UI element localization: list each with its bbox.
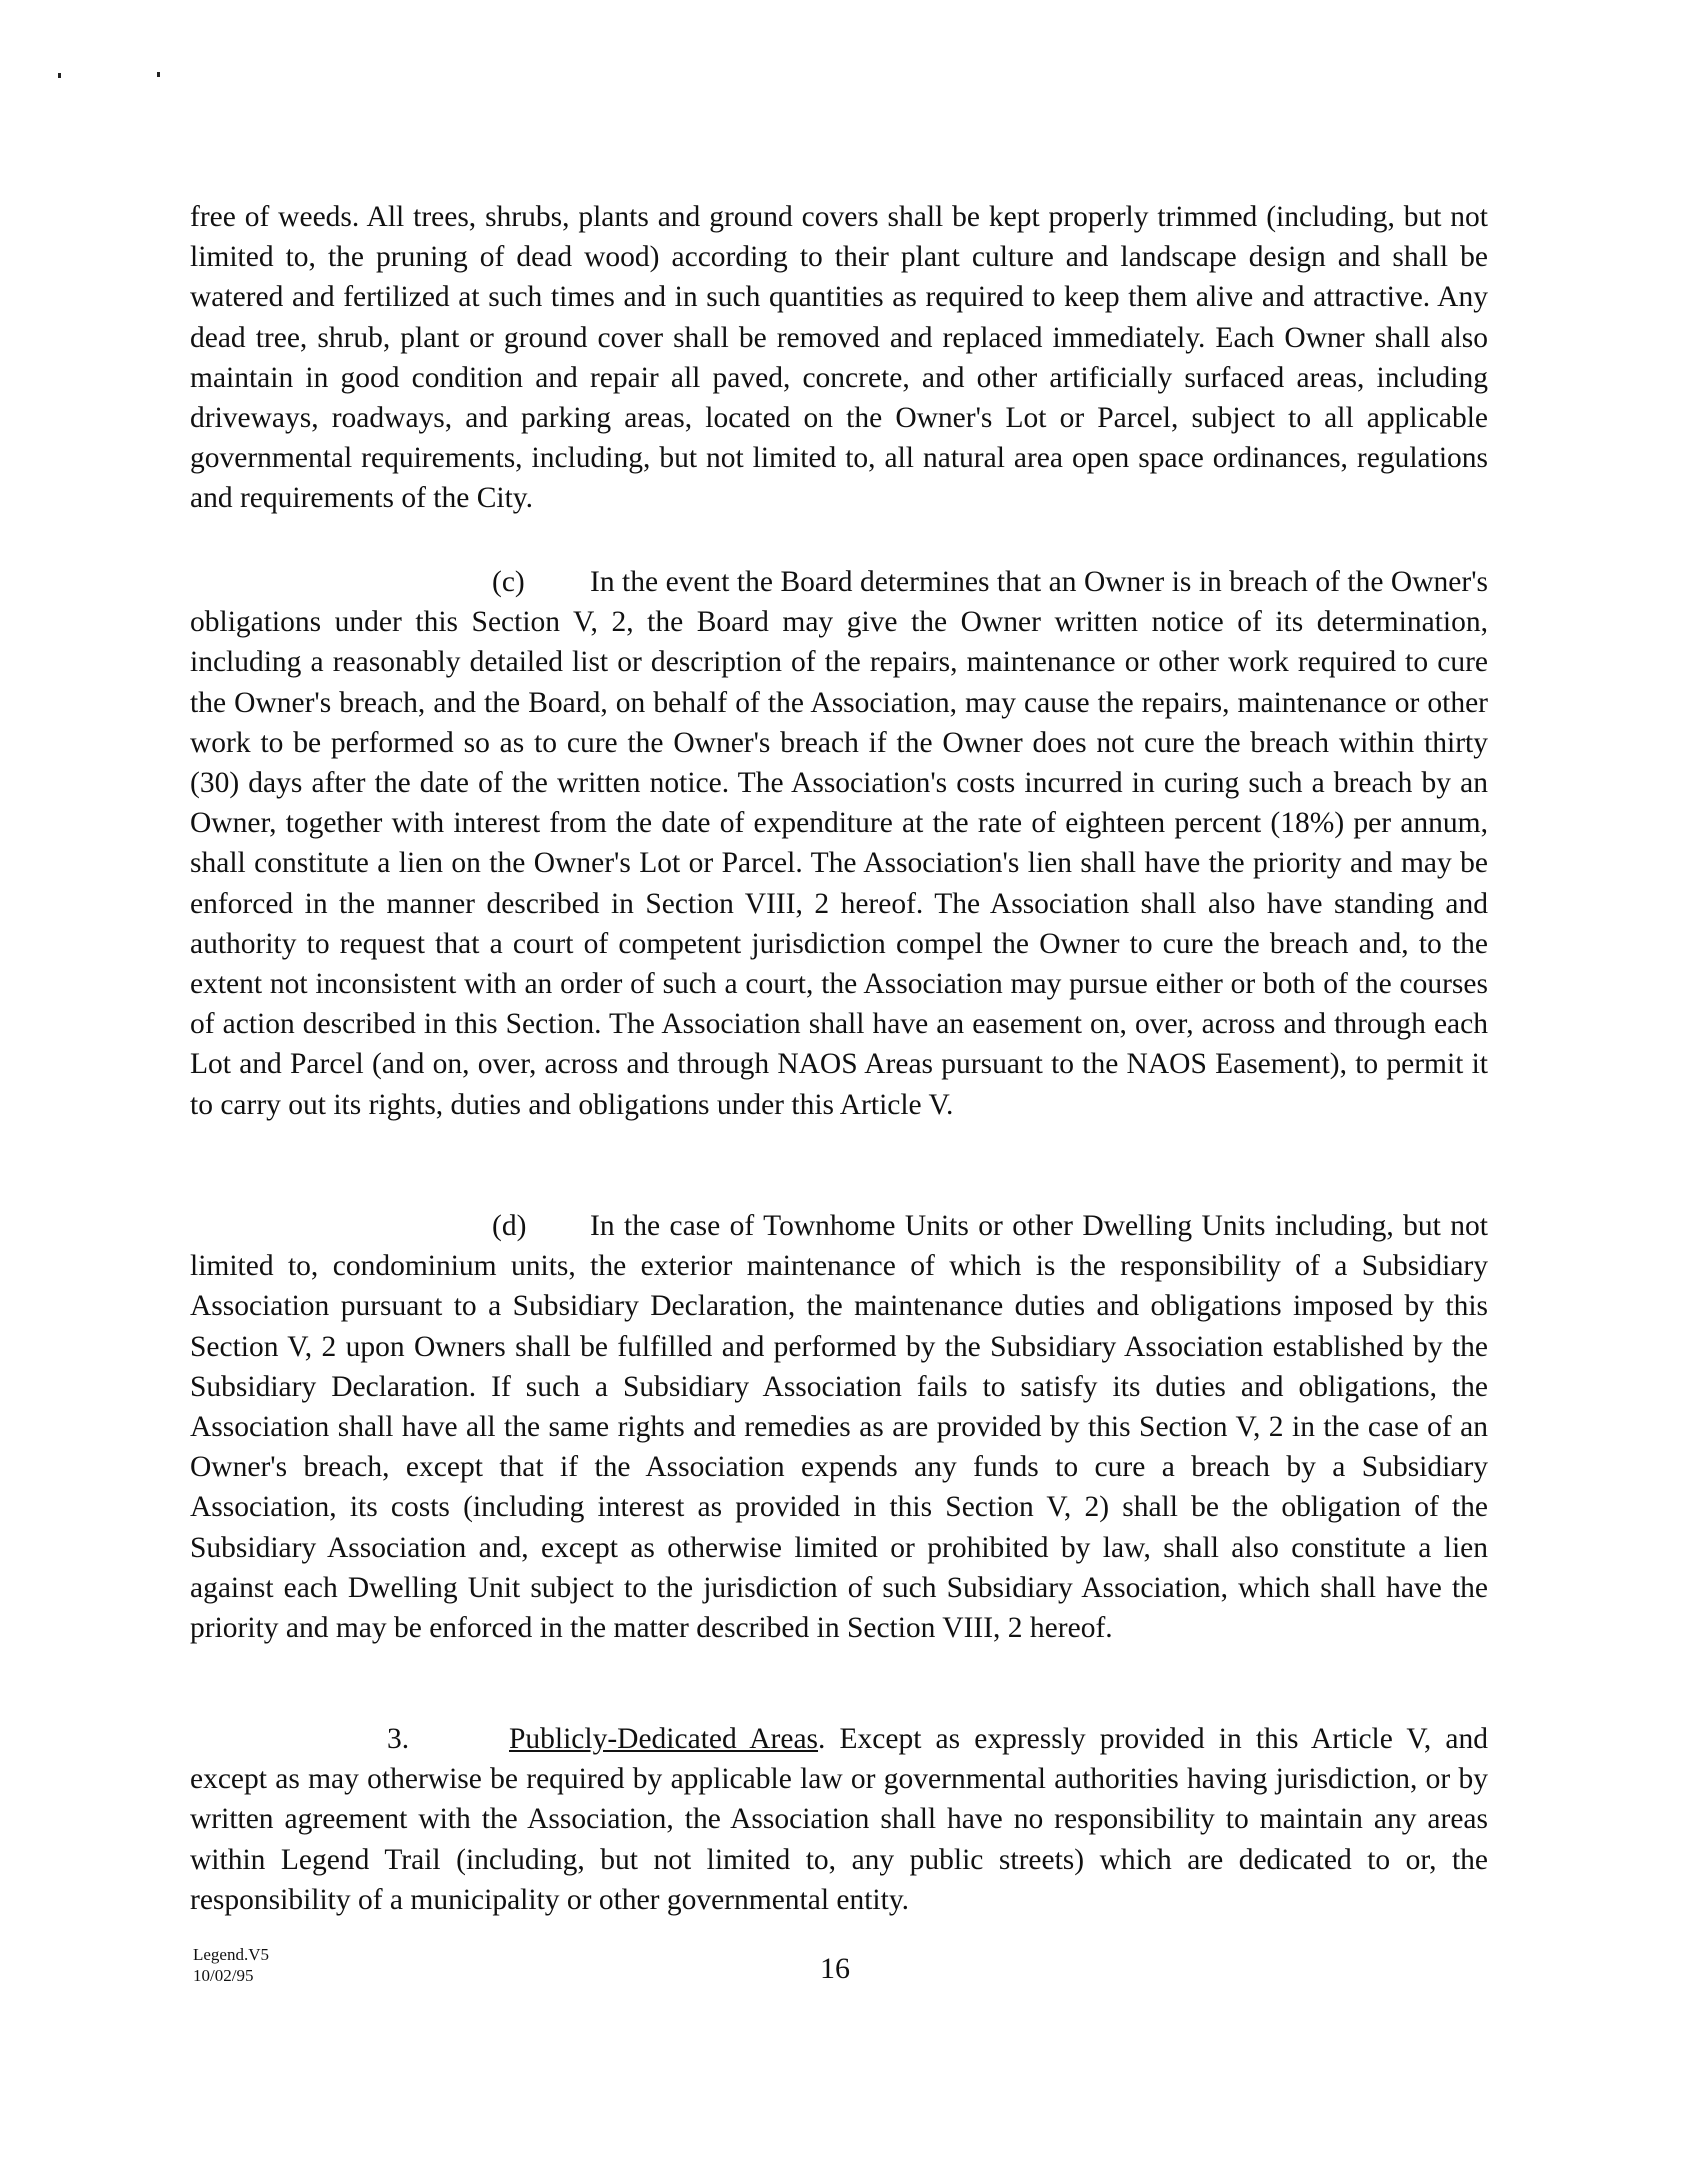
footer-doc-id: Legend.V5 (193, 1945, 270, 1964)
scan-speck (157, 72, 160, 77)
footer-date: 10/02/95 (193, 1966, 254, 1985)
paragraph-text: free of weeds. All trees, shrubs, plants and ground covers shall be kept properly trimmed (including, but not limited to, the pruning of dead wood) according to their plant culture and landscape design and shall be watered and fertilized at such times and in such quantities as required to keep them alive and attractive. Any dead tree, shrub, plant or ground cover shall be removed and replaced immediately. Each Owner shall also maintain in good condition and repair all paved, concrete, and other artificially surfaced areas, including driveways, roadways, and parking areas, located on the Owner's Lot or Parcel, subject to all applicable governmental requirements, including, but not limited to, all natural area open space ordinances, regulations and requirements of the City. (190, 201, 1488, 515)
paragraph-text: . Except as expressly provided in this Article V, and except as may otherwise be required by applicable law or governmental authorities having jurisdiction, or by written agreement with the Association, the Association shall have no responsibility to maintain any areas within Legend Trail (including, but not limited to, any public streets) which are dedicated to or, the responsibility of a municipality or other governmental entity. (190, 1723, 1488, 1916)
paragraph-3-publicly-dedicated-areas (190, 1719, 1488, 1920)
paragraph-c-owner-breach (190, 562, 1488, 1125)
scan-speck (58, 73, 61, 78)
section-heading: Publicly-Dedicated Areas (509, 1723, 819, 1755)
page-number: 16 (820, 1952, 850, 1985)
paragraph-landscape-maintenance (190, 197, 1488, 519)
paragraph-text: In the case of Townhome Units or other Dwelling Units including, but not limited to, condominium units, the exterior maintenance of which is the responsibility of a Subsidiary Association pursuant to a Subsidiary Declaration, the maintenance duties and obligations imposed by this Section V, 2 upon Owners shall be fulfilled and performed by the Subsidiary Association established by the Subsidiary Declaration. If such a Subsidiary Association fails to satisfy its duties and obligations, the Association shall have all the same rights and remedies as are provided by this Section V, 2 in the case of an Owner's breach, except that if the Association expends any funds to cure a breach by a Subsidiary Association, its costs (including interest as provided in this Section V, 2) shall be the obligation of the Subsidiary Association and, except as otherwise limited or prohibited by law, shall also constitute a lien against each Dwelling Unit subject to the jurisdiction of such Subsidiary Association, which shall have the priority and may be enforced in the matter described in Section VIII, 2 hereof. (190, 1210, 1488, 1645)
section-number: 3. (387, 1723, 410, 1755)
subsection-marker-d: (d) (492, 1210, 527, 1242)
paragraph-text: In the event the Board determines that an Owner is in breach of the Owner's obligations under this Section V, 2, the Board may give the Owner written notice of its determination, including a reasonably detailed list or description of the repairs, maintenance or other work required to cure the Owner's breach, and the Board, on behalf of the Association, may cause the repairs, maintenance or other work to be performed so as to cure the Owner's breach if the Owner does not cure the breach within thirty (30) days after the date of the written notice. The Association's costs incurred in curing such a breach by an Owner, together with interest from the date of expenditure at the rate of eighteen percent (18%) per annum, shall constitute a lien on the Owner's Lot or Parcel. The Association's lien shall have the priority and may be enforced in the manner described in Section VIII, 2 hereof. The Association shall also have standing and authority to request that a court of competent jurisdiction compel the Owner to cure the breach and, to the extent not inconsistent with an order of such a court, the Association may pursue either or both of the courses of action described in this Section. The Association shall have an easement on, over, across and through each Lot and Parcel (and on, over, across and through NAOS Areas pursuant to the NAOS Easement), to permit it to carry out its rights, duties and obligations under this Article V. (190, 566, 1488, 1121)
paragraph-d-subsidiary-association (190, 1206, 1488, 1648)
footer-document-reference (193, 1944, 269, 1986)
subsection-marker-c: (c) (492, 566, 525, 598)
